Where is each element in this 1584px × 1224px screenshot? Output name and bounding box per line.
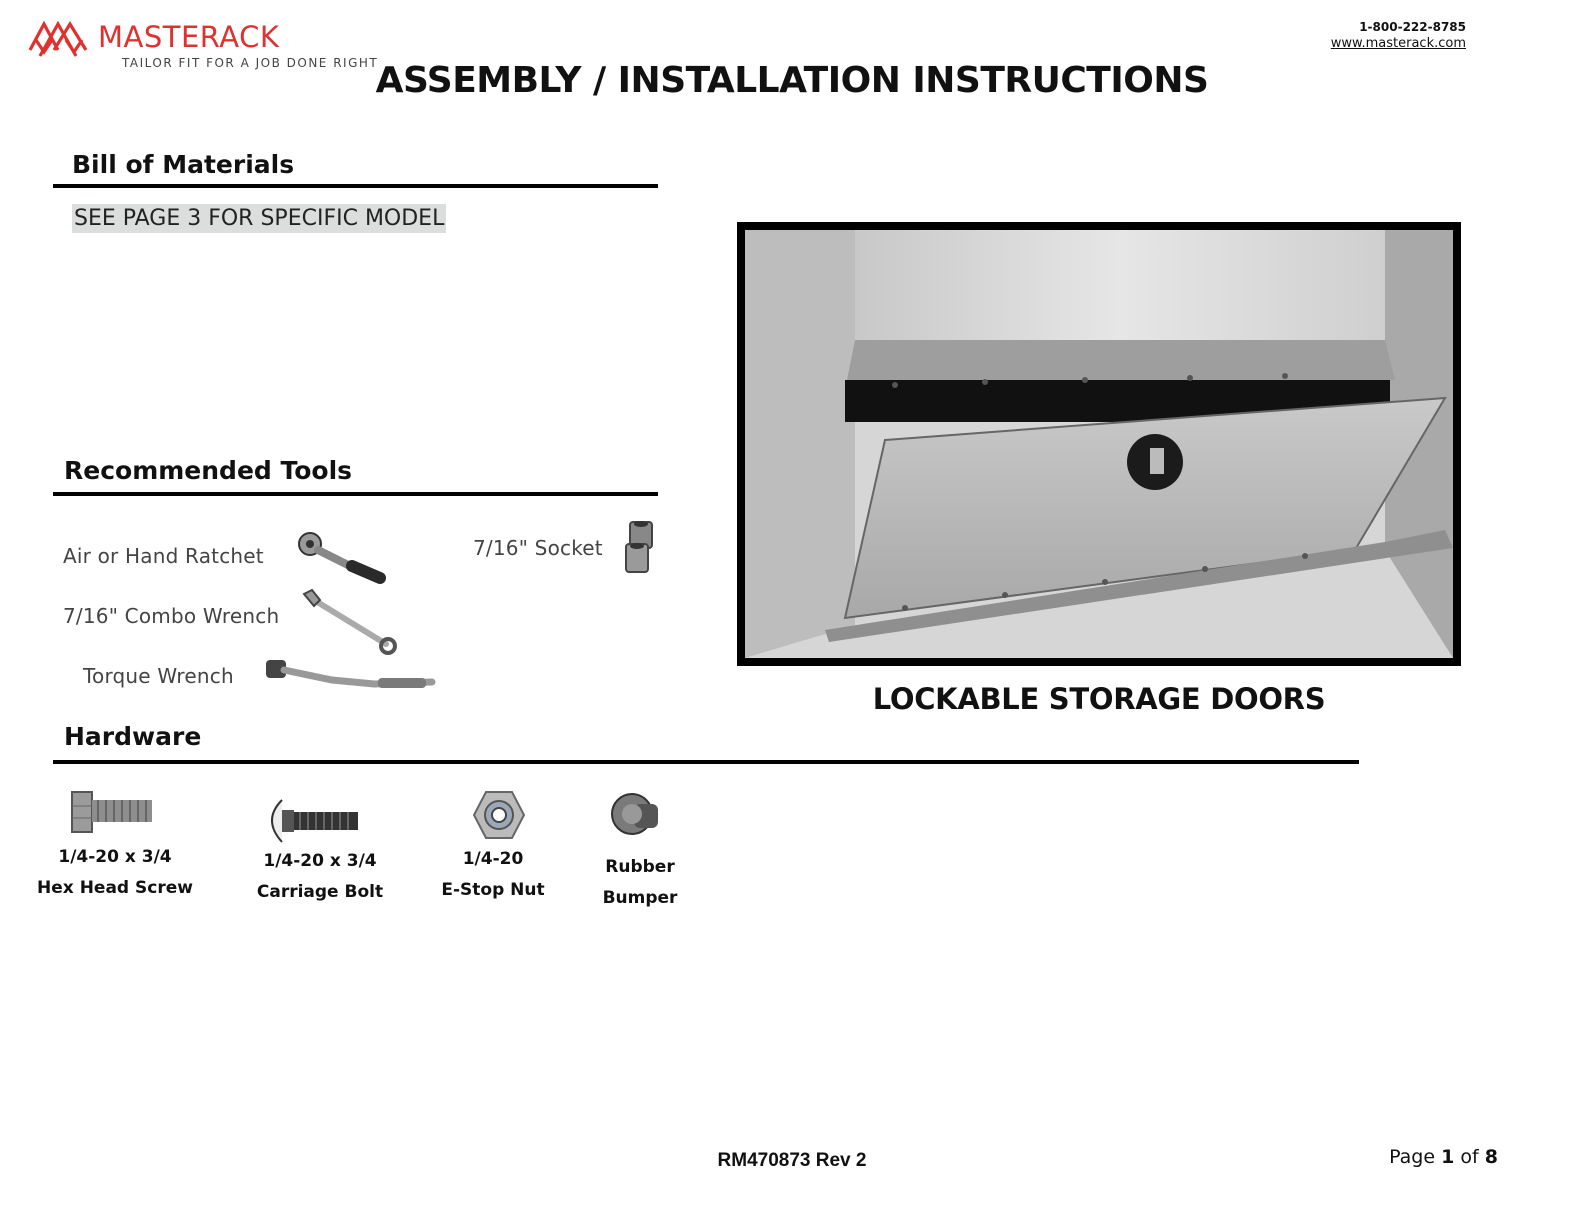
bom-divider xyxy=(53,184,658,188)
contact-info xyxy=(1331,20,1466,51)
product-caption: LOCKABLE STORAGE DOORS xyxy=(872,682,1326,716)
hardware-item-hex-screw xyxy=(20,842,210,904)
tool-label-ratchet: Air or Hand Ratchet xyxy=(63,544,264,568)
document-revision: RM470873 Rev 2 xyxy=(717,1150,867,1171)
tools-divider xyxy=(53,492,658,496)
hardware-spec: Rubber xyxy=(605,857,675,877)
storage-door-illustration xyxy=(745,230,1453,658)
bom-heading: Bill of Materials xyxy=(72,150,295,179)
page-current: 1 xyxy=(1441,1146,1455,1168)
hardware-spec: 1/4-20 xyxy=(462,849,524,869)
website-link[interactable]: www.masterack.com xyxy=(1330,36,1466,51)
hardware-name: Carriage Bolt xyxy=(256,882,384,902)
hardware-spec: 1/4-20 x 3/4 xyxy=(263,851,377,871)
storage-door-photo xyxy=(737,222,1461,666)
logo-tagline: TAILOR FIT FOR A JOB DONE RIGHT xyxy=(122,56,379,70)
hardware-item-carriage-bolt xyxy=(230,846,410,908)
socket-icon xyxy=(620,518,660,578)
tool-label-torque-wrench: Torque Wrench xyxy=(83,664,234,688)
logo-wordmark: MASTERACK xyxy=(98,20,280,54)
hardware-divider xyxy=(53,760,1359,764)
e-stop-nut-icon xyxy=(470,788,528,842)
masterack-logo-icon xyxy=(28,16,94,60)
hardware-spec: 1/4-20 x 3/4 xyxy=(58,847,172,867)
phone-number: 1-800-222-8785 xyxy=(1359,20,1466,34)
tools-heading: Recommended Tools xyxy=(64,456,353,485)
tool-label-combo-wrench: 7/16" Combo Wrench xyxy=(63,604,280,628)
hardware-heading: Hardware xyxy=(64,722,202,751)
ratchet-icon xyxy=(294,528,390,588)
hardware-name: E-Stop Nut xyxy=(441,880,545,900)
page-number xyxy=(1389,1146,1498,1168)
hex-head-screw-icon xyxy=(70,788,156,836)
page-title: ASSEMBLY / INSTALLATION INSTRUCTIONS xyxy=(375,60,1209,101)
page-word: Page xyxy=(1389,1146,1436,1168)
torque-wrench-icon xyxy=(262,654,438,694)
hardware-name: Hex Head Screw xyxy=(37,878,193,898)
rubber-bumper-icon xyxy=(608,790,664,842)
tool-label-socket: 7/16" Socket xyxy=(473,536,603,560)
hardware-name: Bumper xyxy=(602,888,678,908)
page-of: of xyxy=(1460,1146,1479,1168)
carriage-bolt-icon xyxy=(260,796,364,846)
hardware-item-e-stop-nut xyxy=(420,844,566,906)
page-total: 8 xyxy=(1484,1146,1498,1168)
bom-note: SEE PAGE 3 FOR SPECIFIC MODEL xyxy=(74,206,445,231)
hardware-item-rubber-bumper xyxy=(580,852,700,914)
combo-wrench-icon xyxy=(300,588,404,658)
